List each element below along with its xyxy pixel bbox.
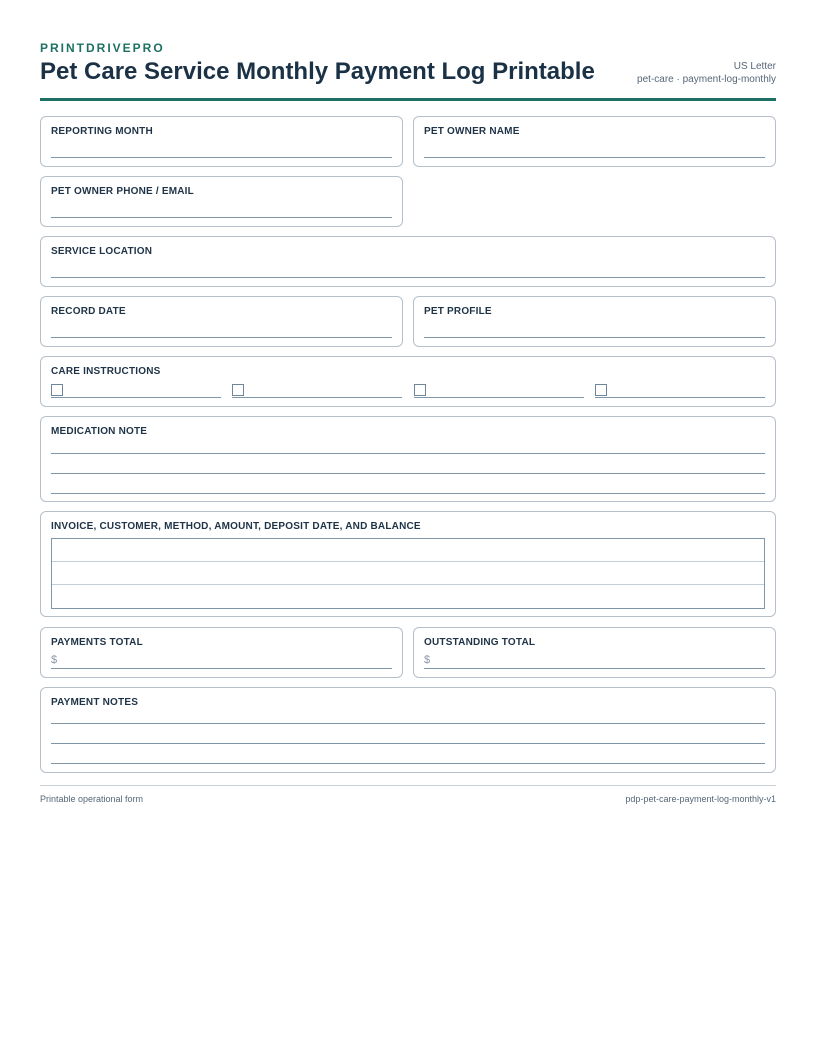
- outstanding-total-field[interactable]: [413, 627, 776, 678]
- reporting-month-label: REPORTING MONTH: [51, 126, 153, 137]
- medication-note-line-2[interactable]: [51, 473, 765, 474]
- medication-note-label: MEDICATION NOTE: [51, 426, 148, 437]
- care-instruction-line-4[interactable]: [595, 397, 765, 398]
- footer-note: Printable operational form: [40, 794, 144, 804]
- pet-owner-contact-label: PET OWNER PHONE / EMAIL: [51, 186, 194, 197]
- record-date-input-line[interactable]: [51, 337, 392, 338]
- pet-owner-name-input-line[interactable]: [424, 157, 765, 158]
- pet-profile-field[interactable]: [413, 296, 776, 347]
- form-category: pet-care · payment-log-monthly: [637, 74, 776, 85]
- care-instruction-checkbox-3[interactable]: [414, 384, 426, 396]
- pet-owner-name-field[interactable]: [413, 116, 776, 167]
- payment-notes-line-1[interactable]: [51, 723, 765, 724]
- payment-notes-field[interactable]: [40, 687, 776, 773]
- reporting-month-field[interactable]: [40, 116, 403, 167]
- form-header: [40, 40, 776, 101]
- pet-owner-name-label: PET OWNER NAME: [424, 126, 520, 137]
- footer-divider: [40, 785, 776, 786]
- payments-total-field[interactable]: [40, 627, 403, 678]
- outstanding-total-input-line[interactable]: [424, 668, 765, 669]
- brand-name: PRINTDRIVEPRO: [40, 41, 165, 55]
- medication-note-line-3[interactable]: [51, 493, 765, 494]
- care-instruction-checkbox-4[interactable]: [595, 384, 607, 396]
- care-instruction-checkbox-1[interactable]: [51, 384, 63, 396]
- care-instruction-line-1[interactable]: [51, 397, 221, 398]
- pet-profile-input-line[interactable]: [424, 337, 765, 338]
- payment-notes-label: PAYMENT NOTES: [51, 697, 139, 708]
- payment-table-field: [40, 511, 776, 617]
- table-row[interactable]: [52, 585, 764, 608]
- payments-total-currency: $: [51, 654, 58, 666]
- record-date-label: RECORD DATE: [51, 306, 126, 317]
- service-location-field[interactable]: [40, 236, 776, 287]
- table-row[interactable]: [52, 562, 764, 585]
- medication-note-field[interactable]: [40, 416, 776, 502]
- care-instruction-checkbox-2[interactable]: [232, 384, 244, 396]
- record-date-field[interactable]: [40, 296, 403, 347]
- service-location-label: SERVICE LOCATION: [51, 246, 153, 257]
- payment-table: [51, 538, 765, 609]
- paper-size: US Letter: [733, 61, 776, 72]
- medication-note-line-1[interactable]: [51, 453, 765, 454]
- care-instructions-field: [40, 356, 776, 407]
- payments-total-input-line[interactable]: [51, 668, 392, 669]
- form-id: pdp-pet-care-payment-log-monthly-v1: [625, 794, 776, 804]
- outstanding-total-label: OUTSTANDING TOTAL: [424, 637, 536, 648]
- reporting-month-input-line[interactable]: [51, 157, 392, 158]
- payments-total-label: PAYMENTS TOTAL: [51, 637, 143, 648]
- form-meta: [637, 60, 776, 86]
- care-instructions-label: CARE INSTRUCTIONS: [51, 366, 161, 377]
- pet-owner-contact-field[interactable]: [40, 176, 403, 227]
- payment-notes-line-3[interactable]: [51, 763, 765, 764]
- table-row[interactable]: [52, 539, 764, 562]
- outstanding-total-currency: $: [424, 654, 431, 666]
- page-title: Pet Care Service Monthly Payment Log Printable: [40, 58, 595, 85]
- pet-profile-label: PET PROFILE: [424, 306, 492, 317]
- payment-notes-line-2[interactable]: [51, 743, 765, 744]
- service-location-input-line[interactable]: [51, 277, 765, 278]
- care-instruction-line-3[interactable]: [414, 397, 584, 398]
- pet-owner-contact-input-line[interactable]: [51, 217, 392, 218]
- payment-table-label: INVOICE, CUSTOMER, METHOD, AMOUNT, DEPOSIT DATE, AND BALANCE: [51, 521, 421, 532]
- care-instruction-line-2[interactable]: [232, 397, 402, 398]
